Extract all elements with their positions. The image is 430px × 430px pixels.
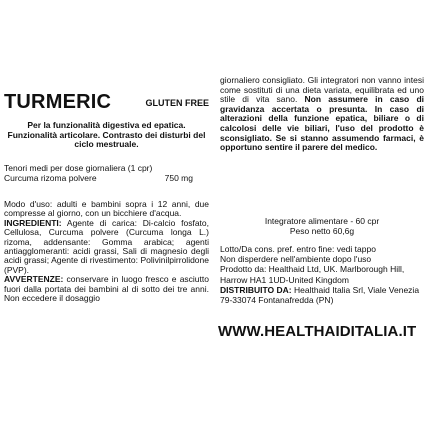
company-info	[220, 244, 424, 305]
supplement-type: Integratore alimentare - 60 cpr	[264, 216, 380, 226]
net-weight: Peso netto 60,6g	[289, 226, 355, 236]
warning-bold-text: Non assumere in caso di gravidanza accertata o presunta. In caso di alterazioni della funzione epatica, biliare o di calcolosi delle vie biliari, l'uso del prodotto è sconsigliato. Se si stanno assumendo farmaci, è opportuno sentire il parere del medico.	[220, 94, 424, 153]
gluten-free-badge: GLUTEN FREE	[145, 98, 209, 108]
usage-block	[4, 200, 209, 303]
nutrition-table	[4, 164, 209, 184]
warning-block	[220, 76, 424, 153]
distributor-info	[220, 285, 424, 305]
ingredients-text: Agente di carica: Di-calcio fosfato, Cellulosa, Curcuma polvere (Curcuma longa L.) rizoma, addensante: Gomma arabica; agenti antiagglomeranti: acidi grassi, Sali di magnesio degli acidi grassi; Agente di rivestimento: Polivinilpirrolidone (PVP).	[4, 217, 209, 275]
ingredients-label: INGREDIENTI:	[4, 217, 62, 228]
product-tagline: Per la funzionalità digestiva ed epatica. Funzionalità articolare. Contrasto dei disturbi del ciclo mestruale.	[7, 120, 206, 150]
distributor-text: Healthaid Italia Srl, Viale Venezia 79-33074 Fontanafredda (PN)	[220, 284, 420, 306]
warnings-paragraph	[4, 275, 209, 303]
supplement-info	[220, 216, 424, 236]
title-row	[4, 91, 209, 113]
website-url: WWW.HEALTHAIDITALIA.IT	[218, 323, 417, 340]
product-title: TURMERIC	[4, 91, 112, 113]
nutrition-heading: Tenori medi per dose giornaliera (1 cpr)	[4, 163, 153, 173]
directions-text: Modo d'uso: adulti e bambini sopra i 12 anni, due compresse al giorno, con un bicchiere d'acqua.	[4, 199, 209, 219]
distributor-label: DISTRIBUITO DA:	[220, 284, 292, 295]
environment-note: Non disperdere nell'ambiente dopo l'uso	[220, 254, 372, 265]
warning-plain-text: giornaliero consigliato. Gli integratori non vanno intesi come sostituti di una dieta variata, equilibrata ed uno stile di vita sano.	[220, 75, 424, 105]
warnings-label: AVVERTENZE:	[4, 274, 64, 285]
ingredient-name: Curcuma rizoma polvere	[4, 172, 97, 183]
lot-info: Lotto/Da cons. pref. entro fine: vedi tappo	[220, 244, 376, 254]
ingredients-paragraph	[4, 219, 209, 275]
warnings-text: conservare in luogo fresco e asciutto fuori dalla portata dei bambini al di sotto dei tre anni. Non eccedere il dosaggio	[4, 274, 209, 304]
nutrition-row	[4, 174, 209, 184]
ingredient-amount: 750 mg	[164, 172, 193, 183]
manufacturer-info: Prodotto da: Healthaid Ltd, UK. Marlborough Hill, Harrow HA1 1UD-United Kingdom	[220, 264, 405, 285]
